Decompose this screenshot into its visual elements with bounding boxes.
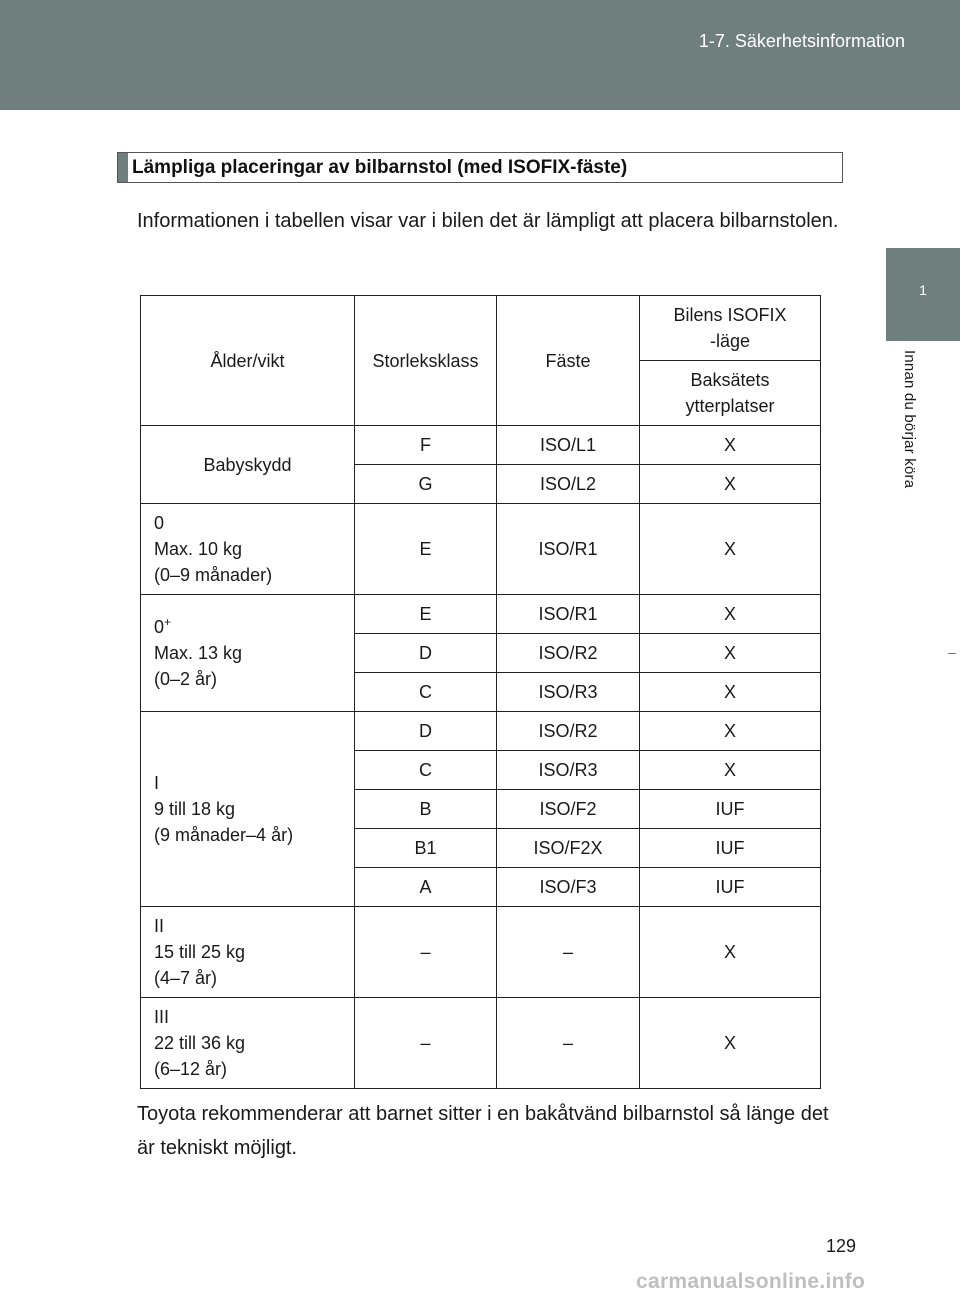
suitability-cell: IUF [640,790,821,829]
size-class-cell: D [355,712,497,751]
header-band [0,0,960,110]
fixture-cell: ISO/F3 [497,868,640,907]
age-weight-text: 15 till 25 kg [154,942,246,962]
age-weight-line [154,770,350,796]
age-weight-line [154,822,350,848]
age-weight-line [154,1056,350,1082]
age-weight-line [154,640,350,666]
suitability-cell: X [640,998,821,1089]
section-heading [117,152,843,183]
age-weight-line [154,536,350,562]
size-class-cell: D [355,634,497,673]
age-weight-line [154,913,350,939]
age-weight-line [154,1030,350,1056]
superscript-plus: + [164,615,172,629]
fixture-cell: – [497,907,640,998]
suitability-cell: X [640,426,821,465]
age-weight-text: Max. 13 kg [154,643,243,663]
size-class-cell: E [355,504,497,595]
size-class-cell: B1 [355,829,497,868]
isofix-table [140,295,821,1089]
page-number: 129 [826,1236,857,1256]
age-weight-line [154,965,350,991]
fixture-cell: ISO/F2X [497,829,640,868]
age-weight-cell [141,426,355,504]
age-weight-cell [141,504,355,595]
size-class-cell: F [355,426,497,465]
fixture-cell: ISO/R1 [497,504,640,595]
size-class-cell: C [355,673,497,712]
age-weight-text: (6–12 år) [154,1059,228,1079]
header-rear-outboard-text: Baksätets ytterplatser [685,370,775,416]
fixture-cell: ISO/L2 [497,465,640,504]
age-weight-cell [141,907,355,998]
table-header-row [141,296,821,361]
suitability-cell: X [640,634,821,673]
table-row [141,907,821,998]
suitability-cell: X [640,595,821,634]
age-weight-text: 22 till 36 kg [154,1033,246,1053]
age-weight-cell [141,595,355,712]
fixture-cell: ISO/R3 [497,751,640,790]
header-age-weight: Ålder/vikt [141,296,355,426]
watermark: carmanualsonline.info [636,1270,866,1293]
fixture-cell: ISO/F2 [497,790,640,829]
suitability-cell: IUF [640,829,821,868]
size-class-cell: – [355,907,497,998]
table-row [141,998,821,1089]
table-row [141,595,821,634]
section-title: 1-7. Säkerhetsinformation [698,31,905,51]
table-row [141,712,821,751]
age-weight-text: (0–2 år) [154,669,218,689]
age-weight-text: II [154,916,165,936]
crop-mark [955,6,956,20]
header-fixture: Fäste [497,296,640,426]
header-rear-outboard [640,361,821,426]
chapter-tab [886,248,960,341]
size-class-cell: A [355,868,497,907]
age-weight-text: 0 [154,513,165,533]
size-class-cell: G [355,465,497,504]
age-weight-cell [141,998,355,1089]
age-weight-line [154,510,350,536]
age-weight-text: 9 till 18 kg [154,799,236,819]
age-weight-text: I [154,773,160,793]
age-weight-line [154,939,350,965]
suitability-cell: X [640,751,821,790]
age-weight-line [154,666,350,692]
age-weight-text: (4–7 år) [154,968,218,988]
size-class-cell: B [355,790,497,829]
suitability-cell: X [640,504,821,595]
recommendation-text: Toyota rekommenderar att barnet sitter i en bakåtvänd bilbarnstol så länge det är tekniskt möjligt. [137,1103,829,1159]
fixture-cell: – [497,998,640,1089]
suitability-cell: X [640,673,821,712]
size-class-cell: – [355,998,497,1089]
age-weight-line [154,614,350,640]
age-weight-text: Max. 10 kg [154,539,243,559]
heading-accent-bar [118,153,128,182]
header-isofix-position [640,296,821,361]
intro-paragraph: Informationen i tabellen visar var i bilen det är lämpligt att placera bilbarnstolen. [137,210,839,232]
fixture-cell: ISO/R2 [497,634,640,673]
age-weight-line [154,1004,350,1030]
header-isofix-position-text: Bilens ISOFIX -läge [673,305,787,351]
age-weight-text: 0 [154,617,165,637]
table-row [141,504,821,595]
fixture-cell: ISO/R3 [497,673,640,712]
age-weight-line [154,796,350,822]
age-weight-text: III [154,1007,170,1027]
crop-mark [948,653,956,654]
age-weight-line [154,562,350,588]
fixture-cell: ISO/R1 [497,595,640,634]
heading-text: Lämpliga placeringar av bilbarnstol (med ISOFIX-fäste) [132,157,628,178]
age-weight-text: Babyskydd [203,454,292,475]
header-size-class: Storleksklass [355,296,497,426]
suitability-cell: IUF [640,868,821,907]
age-weight-text: (0–9 månader) [154,565,273,585]
chapter-number: 1 [919,282,927,298]
size-class-cell: C [355,751,497,790]
table-row [141,426,821,465]
fixture-cell: ISO/L1 [497,426,640,465]
size-class-cell: E [355,595,497,634]
age-weight-cell [141,712,355,907]
age-weight-text: (9 månader–4 år) [154,825,294,845]
suitability-cell: X [640,712,821,751]
suitability-cell: X [640,465,821,504]
age-weight-line [145,452,350,478]
suitability-cell: X [640,907,821,998]
chapter-label: Innan du börjar köra [901,350,918,489]
fixture-cell: ISO/R2 [497,712,640,751]
